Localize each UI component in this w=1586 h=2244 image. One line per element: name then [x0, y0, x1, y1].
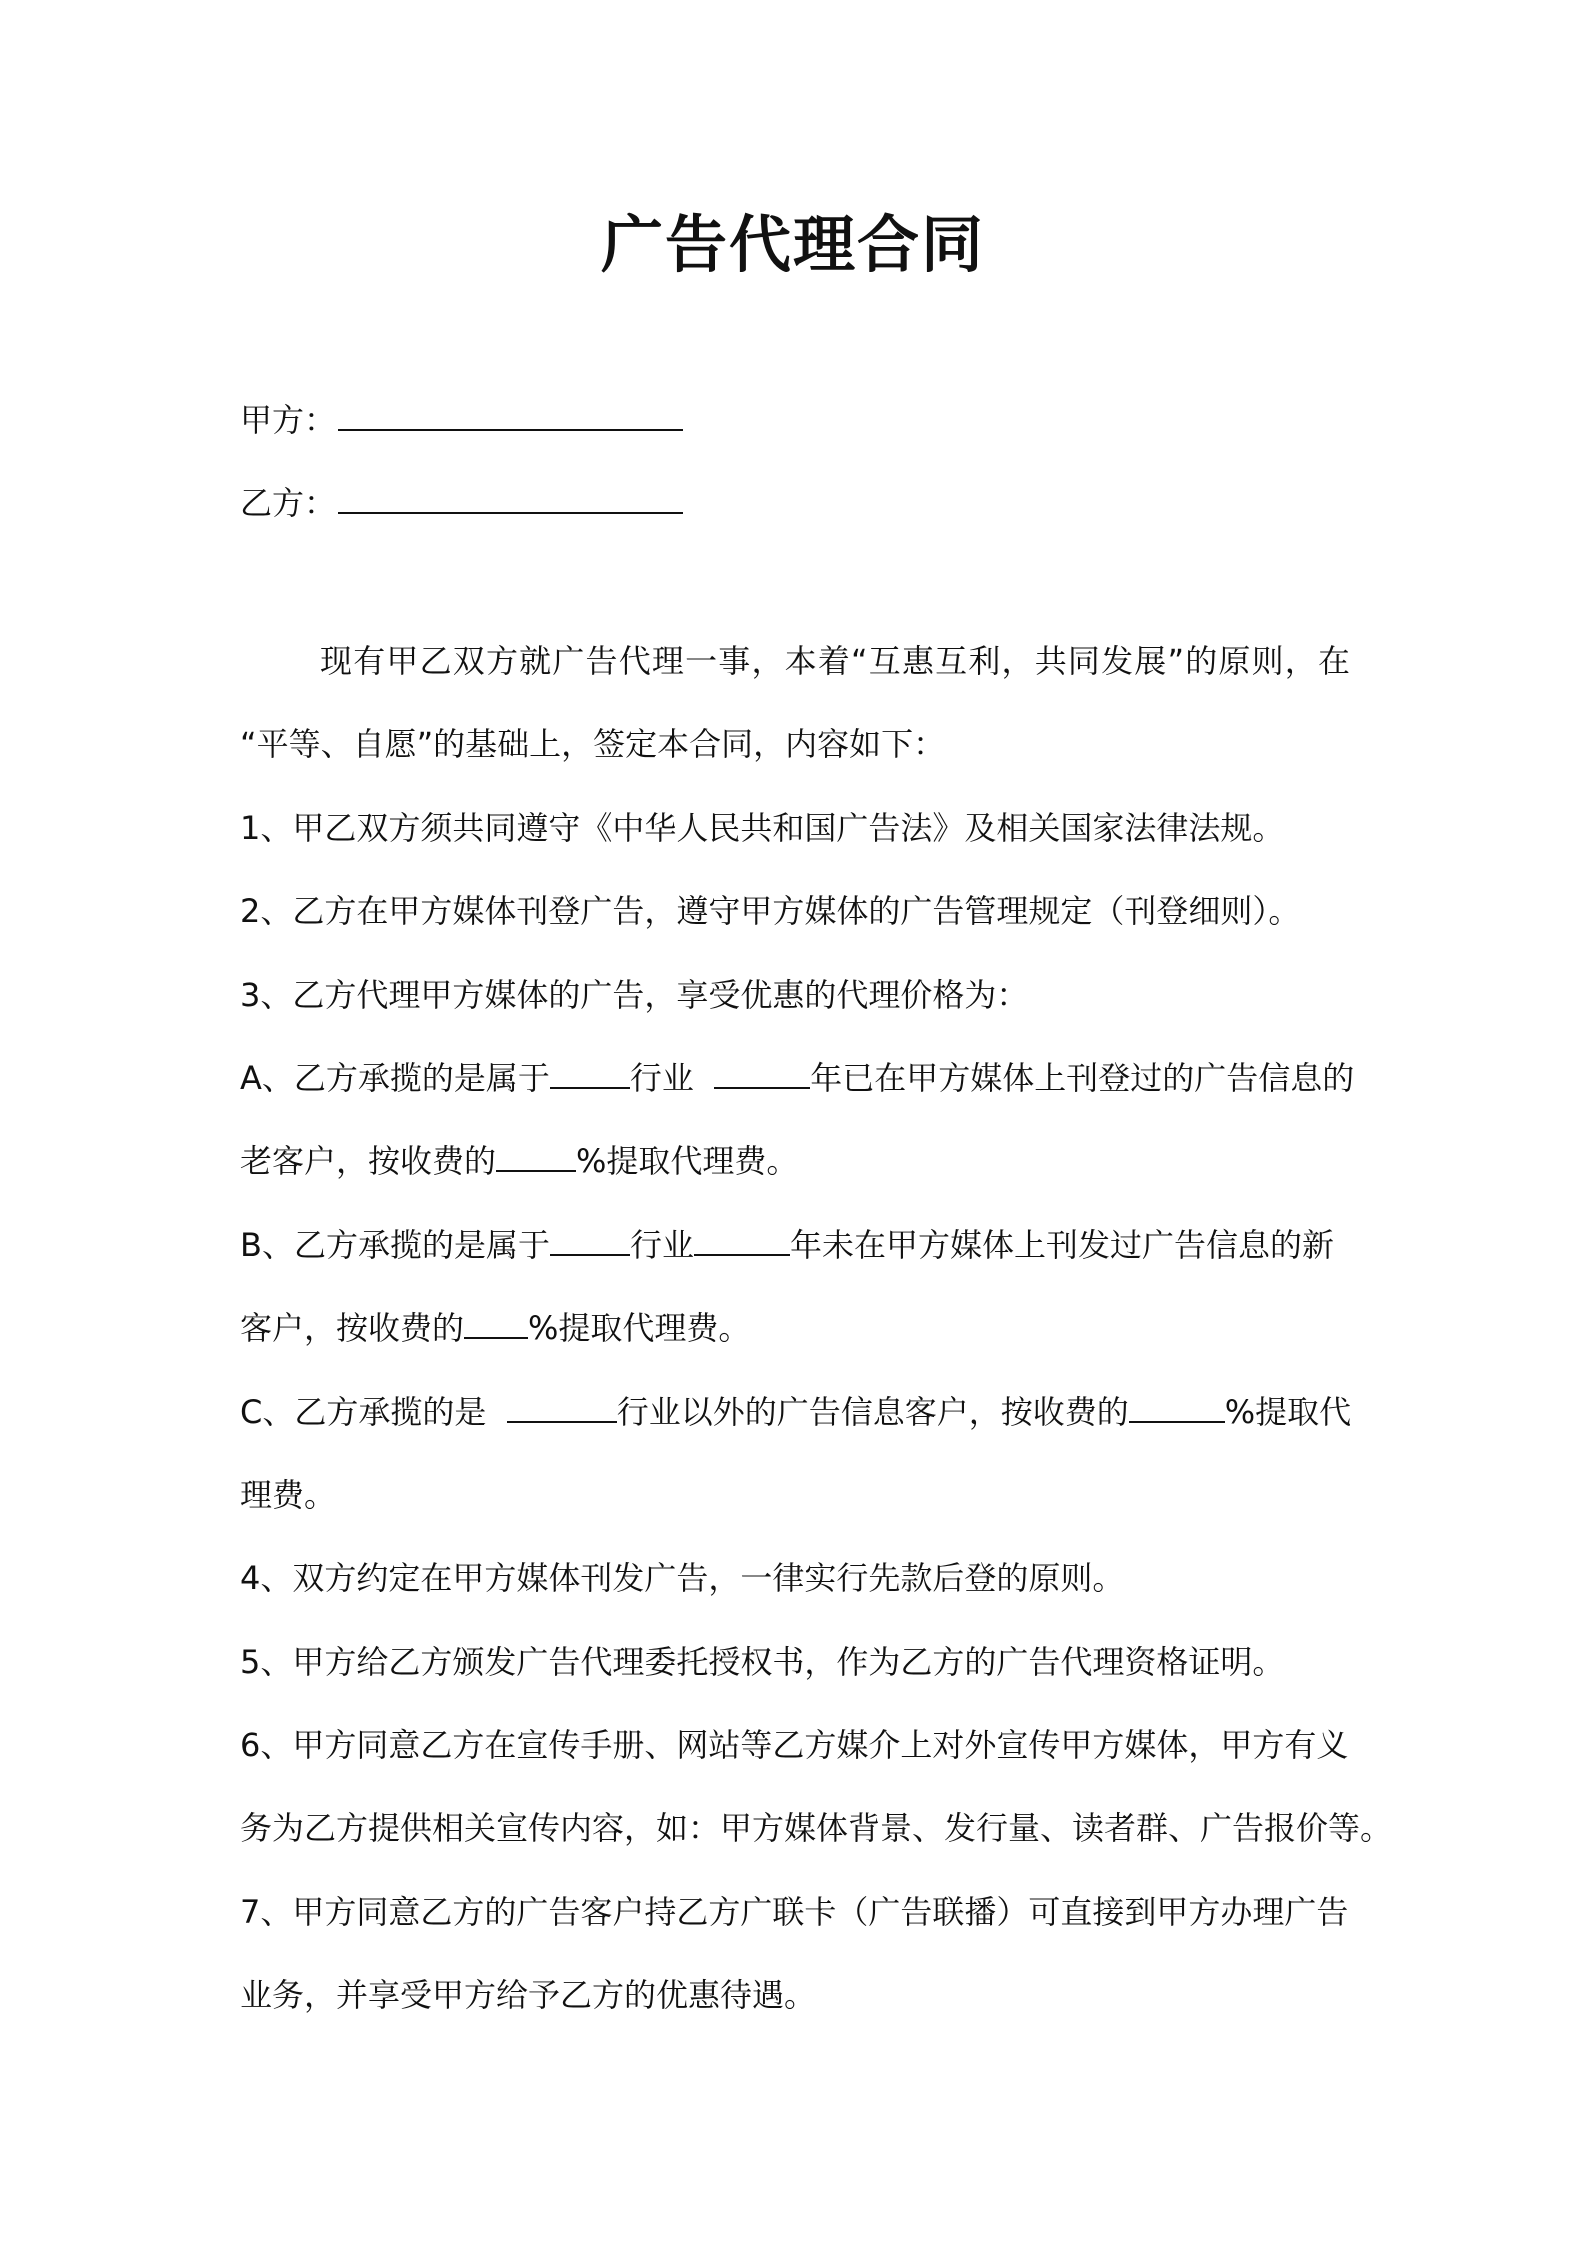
clause-a-text-1: A、乙方承揽的是属于	[240, 1058, 550, 1097]
clause-6-line-2: 务为乙方提供相关宣传内容，如：甲方媒体背景、发行量、读者群、广告报价等。	[240, 1809, 1393, 1848]
party-b-blank	[338, 484, 683, 514]
document-title: 广告代理合同	[600, 208, 985, 281]
clause-b-text-1: B、乙方承揽的是属于	[240, 1225, 550, 1264]
contract-body	[240, 620, 1393, 2038]
party-a-blank	[338, 401, 683, 431]
clause-c-text-3: %提取代	[1224, 1392, 1352, 1431]
clause-c-text-1: C、乙方承揽的是	[240, 1392, 487, 1431]
clause-b-year-blank	[694, 1224, 790, 1256]
clause-2: 2、乙方在甲方媒体刊登广告，遵守甲方媒体的广告管理规定（刊登细则）。	[240, 892, 1301, 931]
clause-b-text-4: 客户，按收费的	[240, 1309, 465, 1348]
clause-a-text-5: %提取代理费。	[576, 1142, 799, 1181]
clause-a-line-2	[240, 1120, 1350, 1203]
clause-3: 3、乙方代理甲方媒体的广告，享受优惠的代理价格为：	[240, 975, 1029, 1014]
party-a-line	[240, 400, 683, 440]
clause-4: 4、双方约定在甲方媒体刊发广告，一律实行先款后登的原则。	[240, 1559, 1125, 1598]
clause-c-line-2: 理费。	[240, 1475, 337, 1514]
clause-b-text-2: 行业	[629, 1225, 694, 1264]
intro-line-2: “平等、自愿”的基础上，签定本合同，内容如下：	[240, 725, 946, 764]
clause-a-percent-blank	[496, 1140, 576, 1172]
clause-c-text-2: 行业以外的广告信息客户，按收费的	[616, 1392, 1129, 1431]
clause-b-text-3: 年未在甲方媒体上刊发过广告信息的新	[789, 1225, 1334, 1264]
clause-5: 5、甲方给乙方颁发广告代理委托授权书，作为乙方的广告代理资格证明。	[240, 1642, 1285, 1681]
clause-b-line-2	[240, 1287, 1350, 1370]
clause-7-line-2: 业务，并享受甲方给予乙方的优惠待遇。	[240, 1976, 817, 2015]
party-b-line	[240, 483, 683, 523]
clause-a-year-blank	[714, 1057, 810, 1089]
clause-a-line-1	[240, 1037, 1355, 1120]
clause-b-industry-blank	[550, 1224, 630, 1256]
clause-c-industry-blank	[507, 1391, 617, 1423]
clause-1: 1、甲乙双方须共同遵守《中华人民共和国广告法》及相关国家法律法规。	[240, 808, 1285, 847]
clause-6-line-1: 6、甲方同意乙方在宣传手册、网站等乙方媒介上对外宣传甲方媒体，甲方有义	[240, 1726, 1349, 1765]
party-a-label: 甲方：	[240, 401, 337, 439]
intro-line-1: 现有甲乙双方就广告代理一事，本着“互惠互利，共同发展”的原则，在	[320, 642, 1350, 680]
clause-a-industry-blank	[550, 1057, 630, 1089]
clause-b-line-1	[240, 1204, 1350, 1287]
clause-a-text-2: 行业	[629, 1058, 694, 1097]
party-b-label: 乙方：	[240, 484, 337, 522]
clause-b-percent-blank	[464, 1307, 528, 1339]
clause-a-text-3: 年已在甲方媒体上刊登过的广告信息的	[810, 1058, 1355, 1097]
clause-a-text-4: 老客户，按收费的	[240, 1142, 497, 1181]
clause-c-line-1	[240, 1371, 1350, 1454]
clause-b-text-5: %提取代理费。	[528, 1309, 751, 1348]
clause-c-percent-blank	[1129, 1391, 1225, 1423]
clause-7-line-1: 7、甲方同意乙方的广告客户持乙方广联卡（广告联播）可直接到甲方办理广告	[240, 1892, 1349, 1931]
